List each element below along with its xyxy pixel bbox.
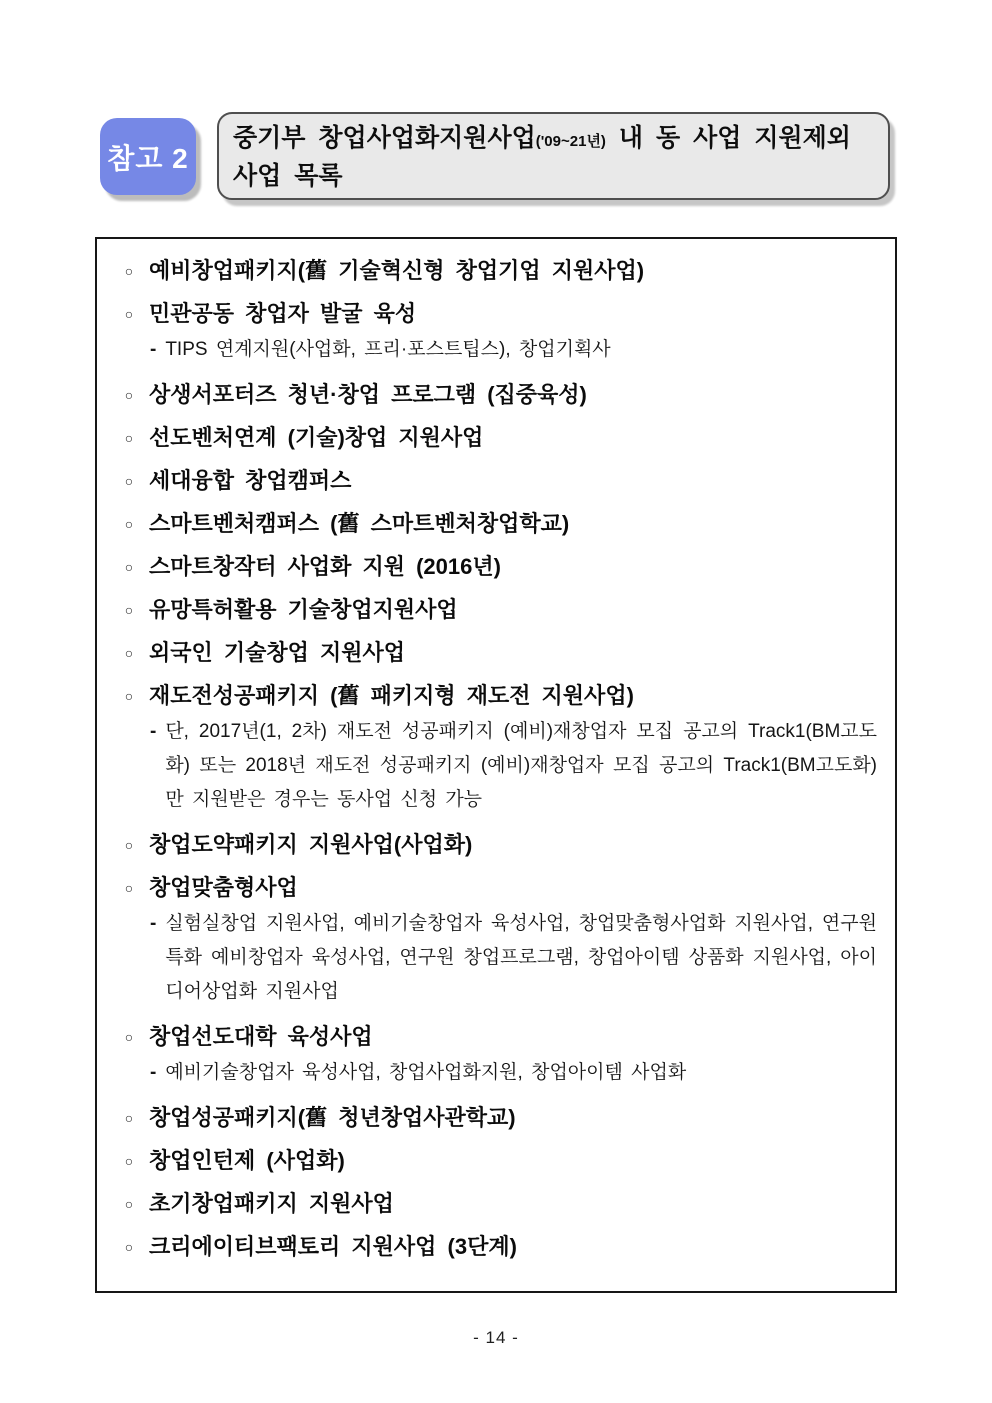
circle-bullet-icon: ○ bbox=[124, 559, 134, 575]
item-label: 창업선도대학 육성사업 bbox=[149, 1024, 373, 1049]
item-label: 창업도약패키지 지원사업(사업화) bbox=[149, 832, 473, 857]
sub-item-text: 실험실창업 지원사업, 예비기술창업자 육성사업, 창업맞춤형사업화 지원사업, 연구원특화 예비창업자 육성사업, 연구원 창업프로그램, 창업아이템 상품화 지원사업, 아이디어상업화 지원사업 bbox=[165, 913, 877, 1002]
circle-bullet-icon: ○ bbox=[124, 430, 134, 446]
list-item bbox=[113, 299, 877, 329]
list-item-block bbox=[113, 299, 877, 367]
dash-bullet: - bbox=[150, 913, 157, 934]
dash-bullet: - bbox=[150, 339, 157, 360]
list-item bbox=[113, 380, 877, 410]
list-item bbox=[113, 638, 877, 668]
list-item-block bbox=[113, 1022, 877, 1090]
list-item-block bbox=[113, 380, 877, 410]
sub-item bbox=[150, 1056, 877, 1090]
item-label: 창업성공패키지(舊 청년창업사관학교) bbox=[149, 1105, 516, 1130]
sub-items bbox=[150, 907, 877, 1009]
sub-items bbox=[150, 333, 877, 367]
item-label: 외국인 기술창업 지원사업 bbox=[149, 640, 405, 665]
circle-bullet-icon: ○ bbox=[124, 387, 134, 403]
list-item bbox=[113, 595, 877, 625]
program-list bbox=[113, 256, 877, 1262]
program-list-box bbox=[95, 237, 897, 1293]
list-item-block bbox=[113, 423, 877, 453]
list-item bbox=[113, 509, 877, 539]
circle-bullet-icon: ○ bbox=[124, 837, 134, 853]
list-item-block bbox=[113, 466, 877, 496]
list-item-block bbox=[113, 638, 877, 668]
circle-bullet-icon: ○ bbox=[124, 688, 134, 704]
title-box bbox=[217, 112, 890, 200]
page-title-line1 bbox=[233, 124, 851, 152]
circle-bullet-icon: ○ bbox=[124, 1239, 134, 1255]
list-item bbox=[113, 1103, 877, 1133]
sub-item-text: TIPS 연계지원(사업화, 프리·포스트팁스), 창업기획사 bbox=[165, 339, 611, 360]
list-item bbox=[113, 1232, 877, 1262]
item-label: 예비창업패키지(舊 기술혁신형 창업기업 지원사업) bbox=[149, 258, 645, 283]
circle-bullet-icon: ○ bbox=[124, 263, 134, 279]
list-item-block bbox=[113, 681, 877, 817]
list-item-block bbox=[113, 1103, 877, 1133]
list-item-block bbox=[113, 1232, 877, 1262]
circle-bullet-icon: ○ bbox=[124, 1029, 134, 1045]
circle-bullet-icon: ○ bbox=[124, 1153, 134, 1169]
list-item bbox=[113, 466, 877, 496]
sub-items bbox=[150, 1056, 877, 1090]
item-label: 재도전성공패키지 (舊 패키지형 재도전 지원사업) bbox=[149, 683, 634, 708]
list-item bbox=[113, 256, 877, 286]
circle-bullet-icon: ○ bbox=[124, 880, 134, 896]
list-item-block bbox=[113, 552, 877, 582]
item-label: 세대융합 창업캠퍼스 bbox=[149, 468, 352, 493]
page-title-rest: 내 동 사업 지원제외 bbox=[605, 124, 851, 152]
sub-item-text: 단, 2017년(1, 2차) 재도전 성공패키지 (예비)재창업자 모집 공고의 Track1(BM고도화) 또는 2018년 재도전 성공패키지 (예비)재창업자 모집 공고의 Track1(BM고도화)만 지원받은 경우는 동사업 신청 가능 bbox=[165, 721, 877, 810]
circle-bullet-icon: ○ bbox=[124, 602, 134, 618]
page-title-line2: 사업 목록 bbox=[233, 162, 343, 190]
reference-badge-label: 참고 2 bbox=[107, 142, 189, 174]
item-label: 상생서포터즈 청년·창업 프로그램 (집중육성) bbox=[149, 382, 587, 407]
item-label: 창업맞춤형사업 bbox=[149, 875, 298, 900]
list-item-block bbox=[113, 1146, 877, 1176]
page-number: - 14 - bbox=[473, 1328, 519, 1347]
circle-bullet-icon: ○ bbox=[124, 1196, 134, 1212]
sub-items bbox=[150, 715, 877, 817]
circle-bullet-icon: ○ bbox=[124, 306, 134, 322]
item-label: 스마트창작터 사업화 지원 (2016년) bbox=[149, 554, 501, 579]
item-label: 유망특허활용 기술창업지원사업 bbox=[149, 597, 458, 622]
dash-bullet: - bbox=[150, 1062, 157, 1083]
sub-item bbox=[150, 715, 877, 817]
sub-item-text: 예비기술창업자 육성사업, 창업사업화지원, 창업아이템 사업화 bbox=[165, 1062, 687, 1083]
list-item bbox=[113, 1189, 877, 1219]
list-item bbox=[113, 1146, 877, 1176]
list-item-block bbox=[113, 595, 877, 625]
list-item bbox=[113, 1022, 877, 1052]
item-label: 창업인턴제 (사업화) bbox=[149, 1148, 345, 1173]
circle-bullet-icon: ○ bbox=[124, 473, 134, 489]
item-label: 스마트벤처캠퍼스 (舊 스마트벤처창업학교) bbox=[149, 511, 570, 536]
list-item-block bbox=[113, 256, 877, 286]
dash-bullet: - bbox=[150, 721, 157, 742]
list-item bbox=[113, 552, 877, 582]
item-label: 크리에이티브팩토리 지원사업 (3단계) bbox=[149, 1234, 517, 1259]
reference-badge bbox=[100, 118, 196, 195]
item-label: 민관공동 창업자 발굴 육성 bbox=[149, 301, 417, 326]
list-item bbox=[113, 423, 877, 453]
page-title-main: 중기부 창업사업화지원사업 bbox=[233, 124, 536, 152]
list-item-block bbox=[113, 509, 877, 539]
sub-item bbox=[150, 333, 877, 367]
page-title-year-note: ('09~21년) bbox=[535, 133, 606, 150]
list-item bbox=[113, 681, 877, 711]
circle-bullet-icon: ○ bbox=[124, 516, 134, 532]
item-label: 초기창업패키지 지원사업 bbox=[149, 1191, 394, 1216]
list-item bbox=[113, 873, 877, 903]
list-item bbox=[113, 830, 877, 860]
sub-item bbox=[150, 907, 877, 1009]
list-item-block bbox=[113, 1189, 877, 1219]
item-label: 선도벤처연계 (기술)창업 지원사업 bbox=[149, 425, 484, 450]
list-item-block bbox=[113, 830, 877, 860]
circle-bullet-icon: ○ bbox=[124, 1110, 134, 1126]
list-item-block bbox=[113, 873, 877, 1009]
circle-bullet-icon: ○ bbox=[124, 645, 134, 661]
